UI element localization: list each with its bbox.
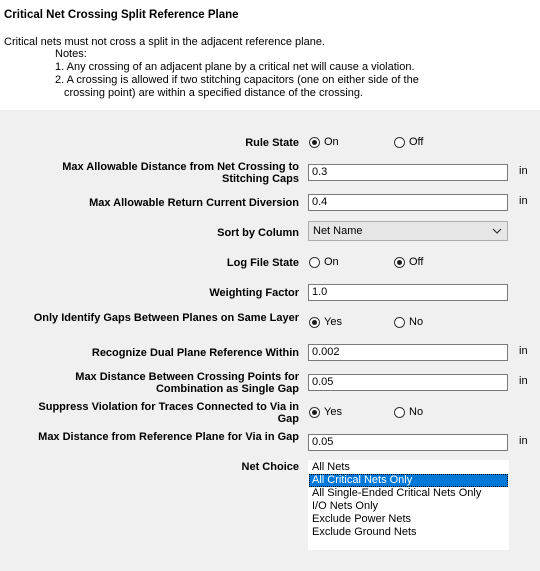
max-dist-ref-plane-via-label: Max Distance from Reference Plane for Via in Gap bbox=[38, 431, 299, 443]
rule-state-off-label: Off bbox=[409, 136, 424, 148]
list-item[interactable]: All Single-Ended Critical Nets Only bbox=[312, 487, 482, 499]
recognize-dual-plane-unit: in bbox=[519, 345, 528, 357]
radio-selected-icon bbox=[309, 317, 320, 328]
max-dist-net-crossing-label-line-2: Stitching Caps bbox=[221, 173, 299, 185]
max-dist-net-crossing-unit: in bbox=[519, 165, 528, 177]
list-item-selected[interactable]: All Critical Nets Only bbox=[309, 474, 508, 487]
radio-selected-icon bbox=[309, 407, 320, 418]
max-dist-crossing-points-label-line-1: Max Distance Between Crossing Points for bbox=[75, 371, 299, 383]
rule-state-off-radio[interactable] bbox=[394, 136, 423, 148]
suppress-violation-yes-radio[interactable] bbox=[309, 406, 342, 418]
radio-unselected-icon bbox=[394, 137, 405, 148]
note-1: 1. Any crossing of an adjacent plane by a critical net will cause a violation. bbox=[55, 61, 415, 73]
max-return-diversion-input[interactable]: 0.4 bbox=[308, 194, 508, 211]
radio-unselected-icon bbox=[394, 317, 405, 328]
list-item[interactable]: All Nets bbox=[312, 461, 350, 473]
suppress-violation-yes-label: Yes bbox=[324, 406, 342, 418]
max-dist-net-crossing-label bbox=[0, 161, 299, 185]
max-dist-crossing-points-input[interactable]: 0.05 bbox=[308, 374, 508, 391]
list-item[interactable]: Exclude Power Nets bbox=[312, 513, 412, 525]
recognize-dual-plane-label: Recognize Dual Plane Reference Within bbox=[91, 347, 299, 359]
chevron-down-icon bbox=[491, 225, 503, 237]
max-dist-ref-plane-via-input[interactable]: 0.05 bbox=[308, 434, 508, 451]
log-file-state-on-radio[interactable] bbox=[309, 256, 339, 268]
max-return-diversion-label: Max Allowable Return Current Diversion bbox=[89, 197, 299, 209]
note-2-line-1: 2. A crossing is allowed if two stitching capacitors (one on either side of the bbox=[55, 74, 419, 86]
net-choice-listbox[interactable] bbox=[308, 460, 509, 550]
rule-description-panel bbox=[0, 0, 540, 110]
only-identify-gaps-no-radio[interactable] bbox=[394, 316, 423, 328]
max-return-diversion-unit: in bbox=[519, 195, 528, 207]
suppress-violation-no-label: No bbox=[409, 406, 424, 418]
max-dist-crossing-points-label-line-2: Combination as Single Gap bbox=[155, 383, 299, 395]
rule-description: Critical nets must not cross a split in the adjacent reference plane. bbox=[4, 36, 325, 48]
max-dist-crossing-points-label bbox=[0, 371, 299, 395]
list-item[interactable]: Exclude Ground Nets bbox=[312, 526, 417, 538]
list-item[interactable]: I/O Nets Only bbox=[312, 500, 379, 512]
log-file-state-off-radio[interactable] bbox=[394, 256, 423, 268]
weighting-factor-label: Weighting Factor bbox=[209, 287, 299, 299]
radio-unselected-icon bbox=[309, 257, 320, 268]
net-choice-label: Net Choice bbox=[241, 461, 299, 473]
recognize-dual-plane-input[interactable]: 0.002 bbox=[308, 344, 508, 361]
log-file-state-off-label: Off bbox=[409, 256, 424, 268]
suppress-violation-no-radio[interactable] bbox=[394, 406, 423, 418]
radio-selected-icon bbox=[309, 137, 320, 148]
only-identify-gaps-no-label: No bbox=[409, 316, 424, 328]
notes-heading: Notes: bbox=[55, 48, 87, 60]
max-dist-net-crossing-label-line-1: Max Allowable Distance from Net Crossing to bbox=[62, 161, 299, 173]
rule-state-on-radio[interactable] bbox=[309, 136, 339, 148]
weighting-factor-input[interactable]: 1.0 bbox=[308, 284, 508, 301]
only-identify-gaps-yes-radio[interactable] bbox=[309, 316, 342, 328]
log-file-state-on-label: On bbox=[324, 256, 339, 268]
suppress-violation-label bbox=[0, 401, 299, 425]
sort-by-column-value: Net Name bbox=[313, 225, 363, 237]
suppress-violation-label-line-2: Gap bbox=[277, 413, 299, 425]
max-dist-crossing-points-unit: in bbox=[519, 375, 528, 387]
sort-by-column-select[interactable] bbox=[308, 221, 508, 241]
only-identify-gaps-yes-label: Yes bbox=[324, 316, 342, 328]
note-2-line-2: crossing point) are within a specified distance of the crossing. bbox=[64, 87, 363, 99]
max-dist-ref-plane-via-unit: in bbox=[519, 435, 528, 447]
rule-state-label: Rule State bbox=[245, 137, 299, 149]
radio-unselected-icon bbox=[394, 407, 405, 418]
log-file-state-label: Log File State bbox=[226, 257, 299, 269]
radio-selected-icon bbox=[394, 257, 405, 268]
only-identify-gaps-label: Only Identify Gaps Between Planes on Same Layer bbox=[33, 312, 299, 324]
suppress-violation-label-line-1: Suppress Violation for Traces Connected to Via in bbox=[38, 401, 299, 413]
sort-by-column-label: Sort by Column bbox=[217, 227, 299, 239]
rule-title: Critical Net Crossing Split Reference Plane bbox=[4, 9, 239, 21]
max-dist-net-crossing-input[interactable]: 0.3 bbox=[308, 164, 508, 181]
rule-state-on-label: On bbox=[324, 136, 339, 148]
